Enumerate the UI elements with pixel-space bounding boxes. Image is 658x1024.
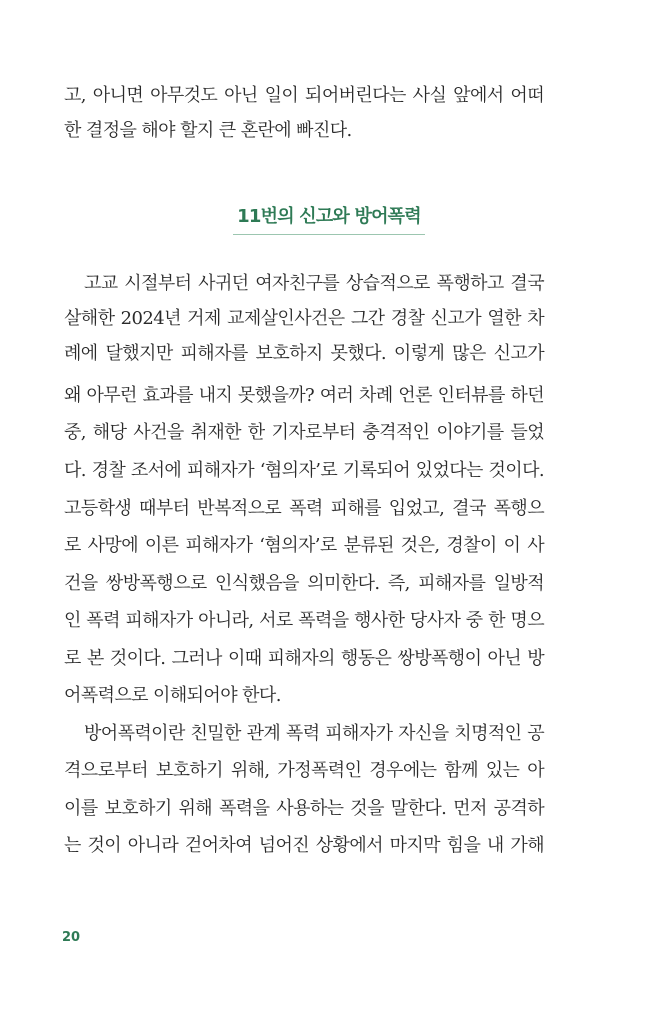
body-line-6: 다. 경찰 조서에 피해자가 ‘혐의자’로 기록되어 있었다는 것이다.: [64, 460, 544, 481]
page-number: 20: [62, 930, 81, 945]
body-line-8: 로 사망에 이른 피해자가 ‘혐의자’로 분류된 것은, 경찰이 이 사: [64, 535, 544, 556]
section-heading: 11번의 신고와 방어폭력: [233, 202, 425, 235]
body-line-10: 인 폭력 피해자가 아니라, 서로 폭력을 행사한 당사자 중 한 명으: [64, 610, 544, 631]
body-line-3: 례에 달했지만 피해자를 보호하지 못했다. 이렇게 많은 신고가: [64, 343, 544, 364]
intro-line-1: 고, 아니면 아무것도 아닌 일이 되어버린다는 사실 앞에서 어떠: [64, 85, 544, 106]
body-line-15: 이를 보호하기 위해 폭력을 사용하는 것을 말한다. 먼저 공격하: [64, 798, 544, 819]
section-heading-block: [0, 202, 658, 235]
body-line-1: 고교 시절부터 사귀던 여자친구를 상습적으로 폭행하고 결국: [84, 273, 544, 294]
body-line-13: 방어폭력이란 친밀한 관계 폭력 피해자가 자신을 치명적인 공: [84, 723, 544, 744]
intro-line-2: 한 결정을 해야 할지 큰 혼란에 빠진다.: [64, 120, 352, 141]
body-line-7: 고등학생 때부터 반복적으로 폭력 피해를 입었고, 결국 폭행으: [64, 498, 544, 519]
body-line-14: 격으로부터 보호하기 위해, 가정폭력인 경우에는 함께 있는 아: [64, 760, 544, 781]
body-line-2: 살해한 2024년 거제 교제살인사건은 그간 경찰 신고가 열한 차: [64, 308, 544, 329]
body-line-12: 어폭력으로 이해되어야 한다.: [64, 685, 281, 706]
body-line-5: 중, 해당 사건을 취재한 한 기자로부터 충격적인 이야기를 들었: [64, 422, 544, 443]
body-line-9: 건을 쌍방폭행으로 인식했음을 의미한다. 즉, 피해자를 일방적: [64, 573, 544, 594]
body-line-16: 는 것이 아니라 걷어차여 넘어진 상황에서 마지막 힘을 내 가해: [64, 835, 544, 856]
body-line-4: 왜 아무런 효과를 내지 못했을까? 여러 차례 언론 인터뷰를 하던: [64, 385, 544, 406]
body-line-11: 로 본 것이다. 그러나 이때 피해자의 행동은 쌍방폭행이 아닌 방: [64, 648, 544, 669]
